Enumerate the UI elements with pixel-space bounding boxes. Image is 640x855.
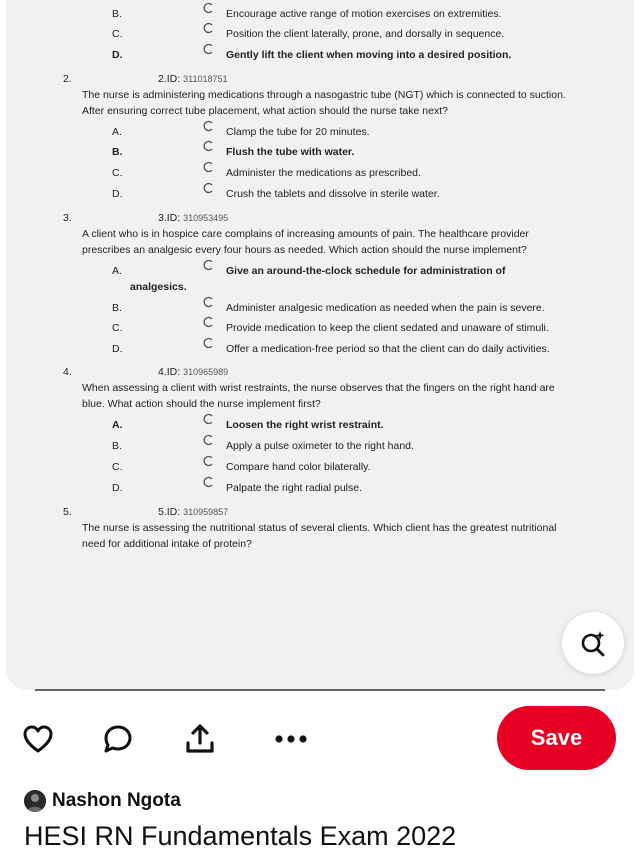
option-text: Apply a pulse oximeter to the right hand. — [226, 440, 414, 452]
share-button[interactable] — [183, 722, 217, 756]
question-number: 4. — [63, 366, 72, 378]
radio-icon — [202, 161, 214, 173]
option-text: Compare hand color bilaterally. — [226, 461, 371, 473]
question-id: 5.ID: 310959857 — [158, 506, 229, 518]
radio-icon — [202, 476, 214, 488]
option-letter: D. — [112, 49, 123, 61]
comment-icon — [102, 723, 134, 755]
question-id: 2.ID: 311018751 — [158, 73, 228, 85]
option-letter: C. — [112, 28, 123, 40]
option-letter: B. — [112, 302, 122, 314]
option-text: Palpate the right radial pulse. — [226, 482, 363, 494]
option-letter: C. — [112, 461, 123, 473]
author-name[interactable]: Nashon Ngota — [52, 790, 181, 811]
question-stem: The nurse is administering medications through a nasogastric tube (NGT) which is connected to suction. After ensuring correct tube placement, what action should the nurse take next? — [82, 89, 566, 117]
option-text: Provide medication to keep the client sedated and unaware of stimuli. — [226, 322, 549, 334]
question-number: 3. — [63, 212, 72, 224]
option-letter: B. — [112, 8, 122, 20]
like-button[interactable] — [21, 722, 55, 756]
radio-icon — [202, 22, 214, 34]
heart-icon — [22, 724, 54, 754]
more-button[interactable] — [274, 722, 308, 756]
question-stem: The nurse is assessing the nutritional status of several clients. Which client has the greatest nutritional need for additional intake of protein? — [82, 522, 557, 550]
radio-icon — [202, 455, 214, 467]
option-text: Position the client laterally, prone, and dorsally in sequence. — [226, 28, 505, 40]
option-letter: D. — [112, 482, 123, 494]
option-text: Offer a medication-free period so that the client can do daily activities. — [226, 343, 550, 355]
question-id: 3.ID: 310953495 — [158, 212, 229, 224]
option-continuation: analgesics. — [130, 281, 187, 293]
comment-button[interactable] — [101, 722, 135, 756]
lens-search-icon — [578, 628, 608, 658]
option-text: Loosen the right wrist restraint. — [226, 419, 384, 431]
option-letter: D. — [112, 188, 123, 200]
option-letter: A. — [112, 419, 123, 431]
visual-search-button[interactable] — [562, 612, 624, 674]
option-text: Clamp the tube for 20 minutes. — [226, 126, 370, 138]
radio-icon — [202, 120, 214, 132]
option-text: Crush the tablets and dissolve in sterile water. — [226, 188, 440, 200]
option-text: Encourage active range of motion exercises on extremities. — [226, 8, 502, 20]
divider — [35, 689, 605, 691]
radio-icon — [202, 43, 214, 55]
radio-icon — [202, 434, 214, 446]
option-letter: A. — [112, 126, 122, 138]
pin-title: HESI RN Fundamentals Exam 2022 — [24, 821, 457, 851]
more-icon — [274, 734, 308, 744]
question-id: 4.ID: 310965989 — [158, 366, 229, 378]
option-letter: C. — [112, 322, 123, 334]
save-button[interactable]: Save — [497, 706, 616, 770]
radio-icon — [202, 316, 214, 328]
option-letter: B. — [112, 146, 123, 158]
option-text: Give an around-the-clock schedule for administration of — [226, 265, 506, 277]
question-number: 5. — [63, 506, 72, 518]
question-stem: When assessing a client with wrist restraints, the nurse observes that the fingers on the right hand are blue. What action should the nurse implement first? — [82, 382, 555, 410]
option-text: Gently lift the client when moving into a desired position. — [226, 49, 512, 61]
radio-icon — [202, 140, 214, 152]
option-text: Administer the medications as prescribed. — [226, 167, 421, 179]
radio-icon — [202, 2, 214, 14]
option-text: Administer analgesic medication as needed when the pain is severe. — [226, 302, 545, 314]
option-letter: D. — [112, 343, 123, 355]
document-image[interactable] — [6, 0, 634, 690]
option-letter: A. — [112, 265, 122, 277]
radio-icon — [202, 413, 214, 425]
option-letter: C. — [112, 167, 123, 179]
radio-icon — [202, 296, 214, 308]
share-icon — [184, 723, 216, 755]
author-row[interactable] — [24, 787, 181, 815]
radio-icon — [202, 182, 214, 194]
option-letter: B. — [112, 440, 122, 452]
question-stem: A client who is in hospice care complains of increasing amounts of pain. The healthcare provider prescribes an analgesic every four hours as needed. Which action should the nurse implement? — [82, 228, 529, 256]
question-number: 2. — [63, 73, 72, 85]
radio-icon — [202, 259, 214, 271]
avatar[interactable] — [24, 790, 46, 812]
option-text: Flush the tube with water. — [226, 146, 355, 158]
radio-icon — [202, 337, 214, 349]
